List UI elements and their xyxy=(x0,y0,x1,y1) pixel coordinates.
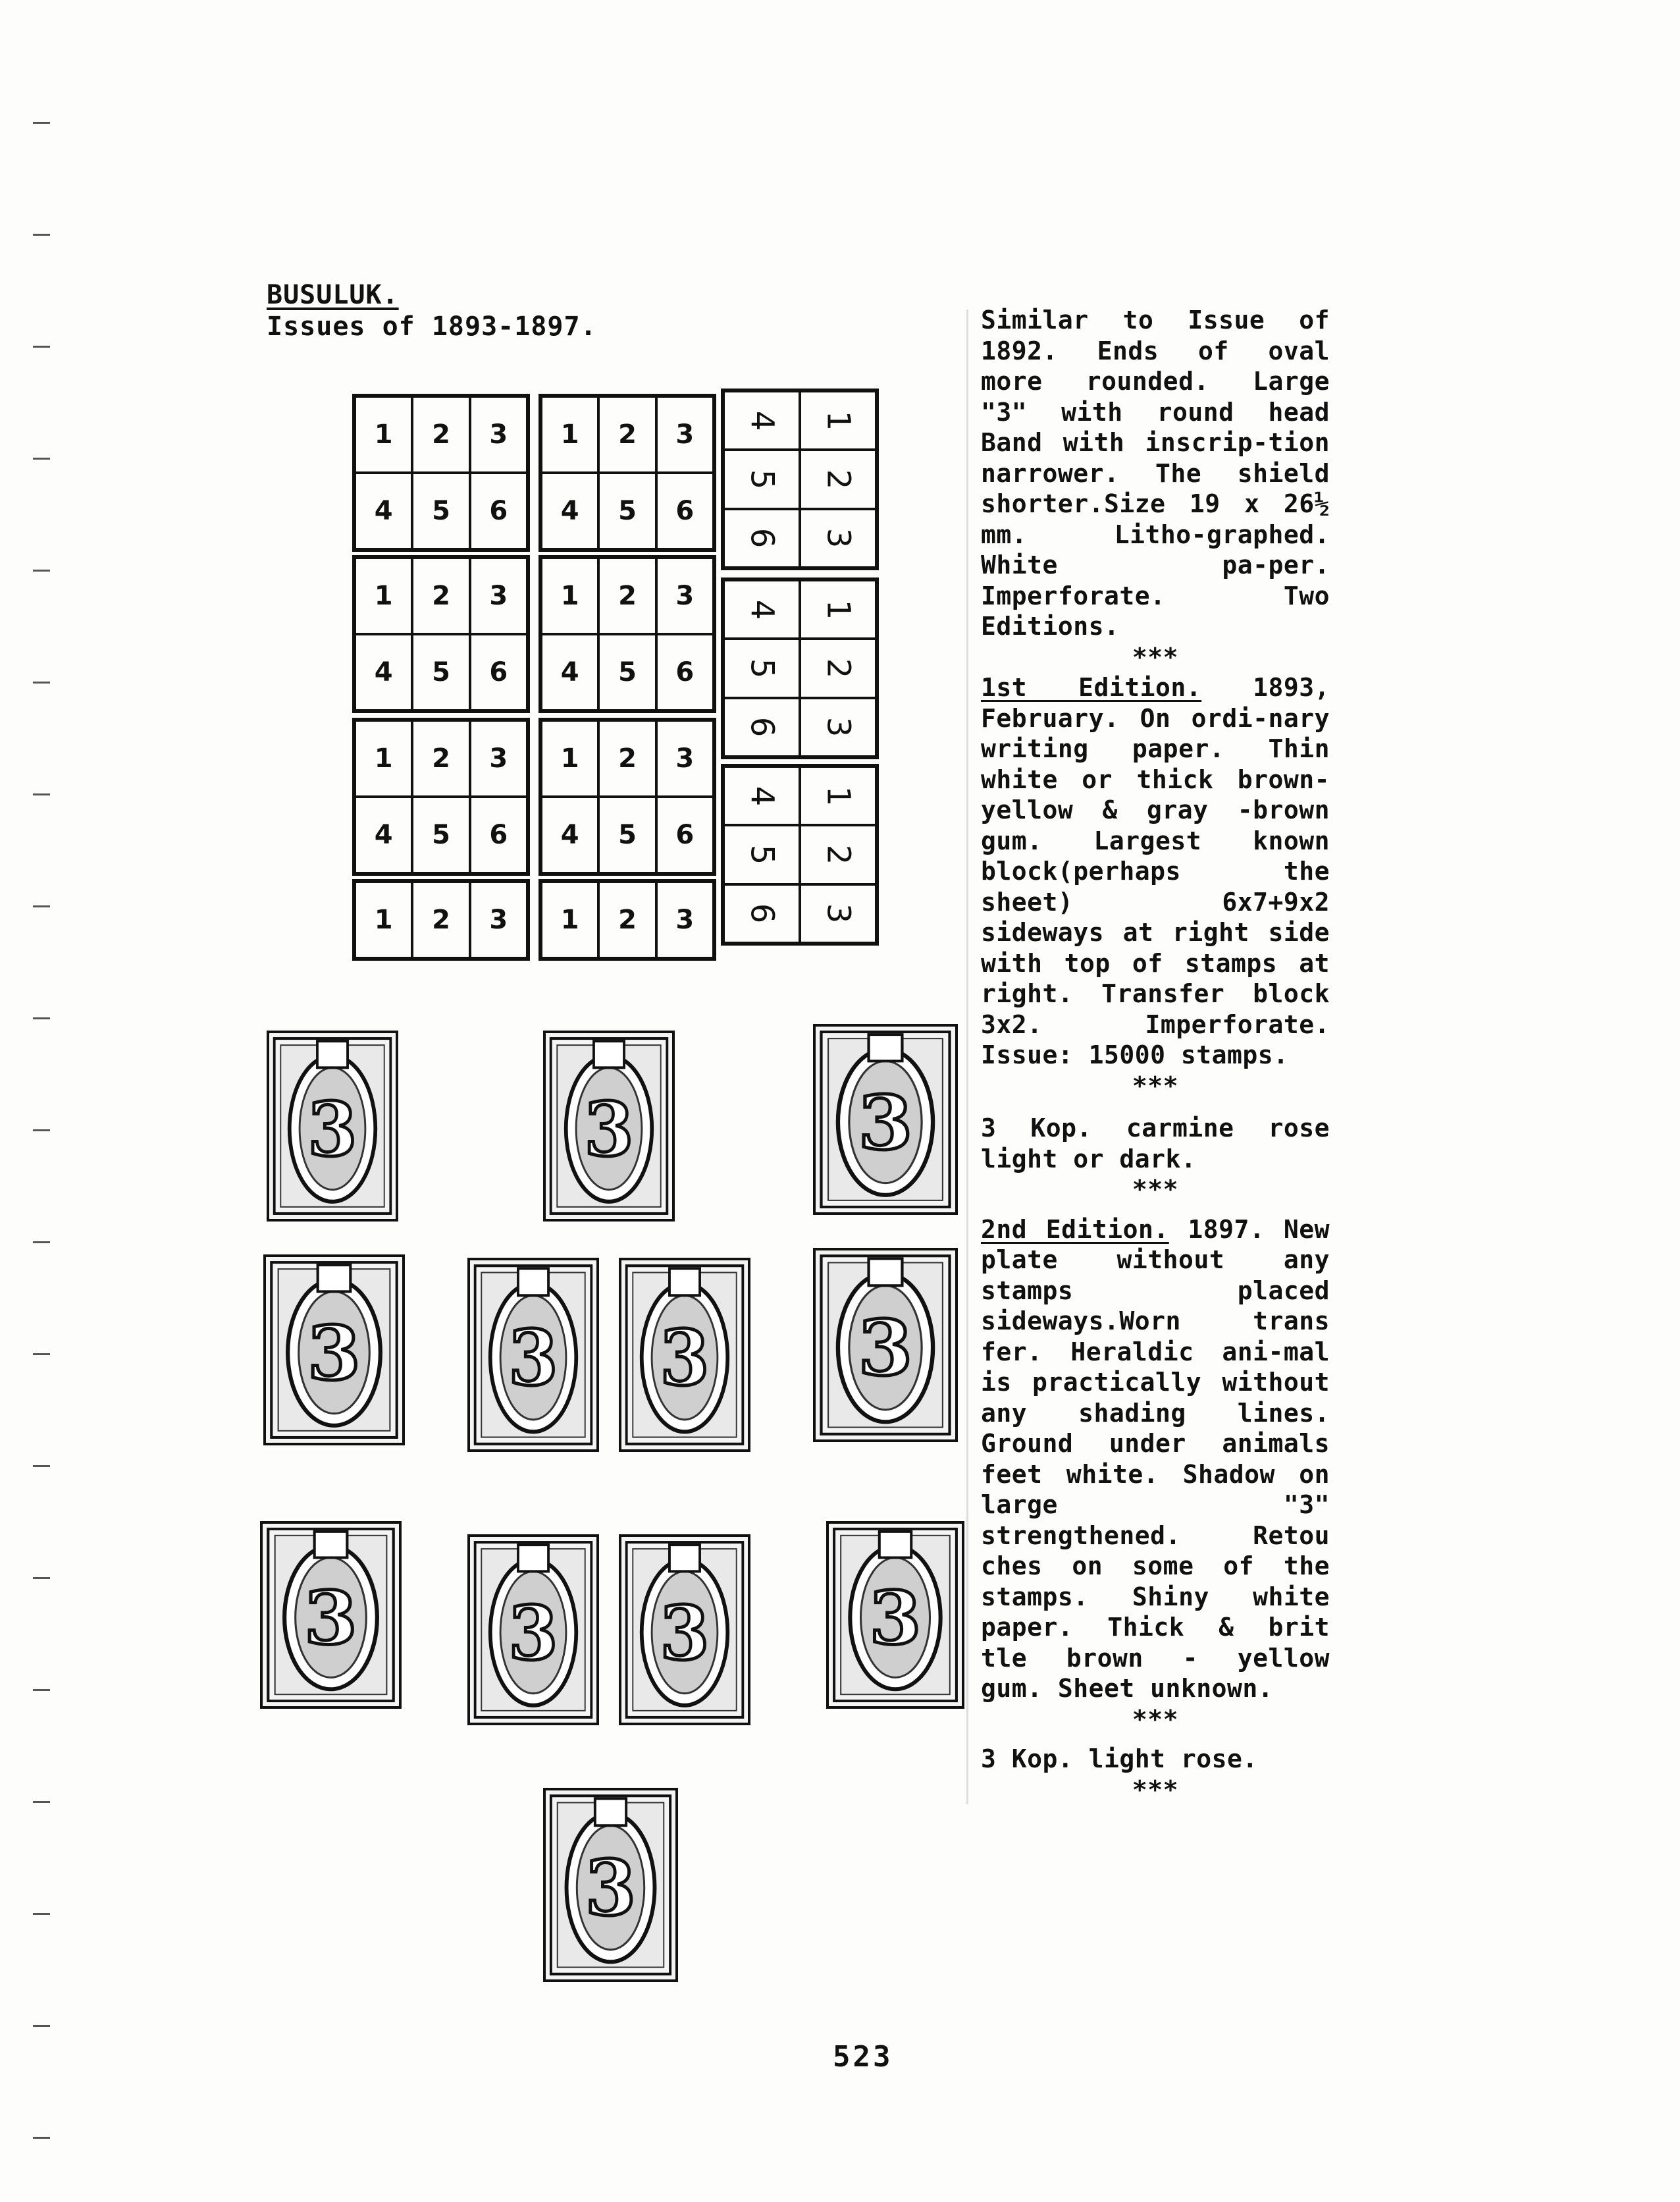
block-cell: 5 xyxy=(412,634,469,711)
svg-text:3: 3 xyxy=(304,1575,357,1661)
binding-mark xyxy=(33,2025,50,2027)
binding-mark xyxy=(33,1465,50,1467)
stamp-image xyxy=(267,1031,398,1222)
svg-text:3: 3 xyxy=(307,1309,361,1397)
transfer-block xyxy=(538,879,716,961)
block-cell: 2 xyxy=(412,396,469,473)
block-cell: 4 xyxy=(541,634,598,711)
page-subtitle: Issues of 1893-1897. xyxy=(267,311,597,342)
block-cell: 1 xyxy=(355,882,412,958)
block-cell: 1 xyxy=(541,396,598,473)
edition2-heading: 2nd Edition. xyxy=(981,1214,1169,1244)
edition2-color: 3 Kop. light rose. xyxy=(981,1744,1258,1773)
edition1-text: 1893, February. On ordi-nary writing paper. Thin white or thick brown-yellow & gray -brown gum. Largest known block(perhaps the sheet) 6x7+9x2 sideways at right side with top of stamps at right. Transfer block 3x2. Imperforate. Issue: 15000 stamps. xyxy=(981,673,1330,1069)
block-cell: 5 xyxy=(723,450,800,508)
transfer-block xyxy=(538,394,716,552)
transfer-block xyxy=(352,718,530,876)
block-cell: 5 xyxy=(412,797,469,873)
block-cell: 4 xyxy=(355,634,412,711)
edition2-text: 1897. New plate without any stamps placed sideways.Worn trans fer. Heraldic ani-mal is practically without any shading lines. Ground under animals feet white. Shadow on large "3" strengthened. Retou ches on some of the stamps. Shiny white paper. Thick & brit tle brown - yellow gum. Sheet unknown. xyxy=(981,1214,1330,1703)
block-cell: 3 xyxy=(470,396,527,473)
binding-mark xyxy=(33,1913,50,1915)
block-cell: 1 xyxy=(541,882,598,958)
block-cell: 5 xyxy=(723,825,800,884)
binding-mark xyxy=(33,905,50,907)
block-cell: 2 xyxy=(800,825,876,884)
block-cell: 6 xyxy=(723,884,800,943)
binding-mark xyxy=(33,1689,50,1691)
stamp-image xyxy=(543,1031,675,1222)
stamp-image xyxy=(619,1258,750,1452)
page-number: 523 xyxy=(833,2040,893,2074)
block-cell: 4 xyxy=(541,473,598,549)
edition1-color: 3 Kop. carmine rose light or dark. xyxy=(981,1114,1330,1173)
intro-text: Similar to Issue of 1892. Ends of oval more rounded. Large "3" with round head Band with inscrip-tion narrower. The shield shorter.Size 19 x 26½ mm. Litho-graphed. White pa-per. Imperforate. Two Editions. xyxy=(981,306,1330,641)
block-cell: 3 xyxy=(800,509,876,568)
separator: *** xyxy=(1132,1071,1179,1100)
stamp-image xyxy=(543,1788,678,1982)
transfer-block xyxy=(538,555,716,713)
binding-mark xyxy=(33,1241,50,1243)
block-cell: 1 xyxy=(541,558,598,634)
block-cell: 1 xyxy=(355,396,412,473)
block-cell: 4 xyxy=(541,797,598,873)
page-title: BUSULUK. xyxy=(267,280,399,310)
block-cell: 6 xyxy=(656,473,714,549)
block-cell: 3 xyxy=(470,558,527,634)
edition2-paragraph xyxy=(981,1214,1330,1704)
stamp-image xyxy=(260,1521,402,1709)
sideways-block xyxy=(721,577,879,759)
block-cell: 3 xyxy=(470,882,527,958)
block-cell: 1 xyxy=(800,391,876,450)
block-cell: 3 xyxy=(800,884,876,943)
transfer-block xyxy=(352,555,530,713)
block-cell: 3 xyxy=(656,882,714,958)
block-cell: 1 xyxy=(541,720,598,797)
block-cell: 3 xyxy=(800,698,876,757)
binding-mark xyxy=(33,1353,50,1355)
block-cell: 2 xyxy=(412,882,469,958)
binding-mark xyxy=(33,1129,50,1131)
column-divider xyxy=(966,309,968,1804)
binding-mark xyxy=(33,570,50,572)
description-column xyxy=(981,305,1330,1805)
svg-text:3: 3 xyxy=(508,1589,558,1677)
block-cell: 5 xyxy=(598,473,656,549)
separator: *** xyxy=(1132,642,1179,672)
transfer-block xyxy=(352,879,530,961)
sideways-block xyxy=(721,389,879,570)
edition1-heading: 1st Edition. xyxy=(981,673,1202,702)
block-cell: 1 xyxy=(355,720,412,797)
svg-text:3: 3 xyxy=(584,1085,634,1173)
binding-mark xyxy=(33,2137,50,2139)
block-cell: 2 xyxy=(598,558,656,634)
stamp-image xyxy=(813,1024,958,1215)
block-cell: 6 xyxy=(723,698,800,757)
binding-mark xyxy=(33,1017,50,1019)
stamp-image xyxy=(467,1534,599,1725)
block-cell: 1 xyxy=(355,558,412,634)
svg-text:3: 3 xyxy=(660,1589,710,1677)
block-cell: 4 xyxy=(723,391,800,450)
block-cell: 2 xyxy=(800,450,876,508)
svg-text:3: 3 xyxy=(869,1576,922,1661)
binding-mark xyxy=(33,1801,50,1803)
binding-mark xyxy=(33,346,50,348)
block-cell: 3 xyxy=(470,720,527,797)
stamp-image xyxy=(813,1248,958,1442)
block-cell: 6 xyxy=(470,797,527,873)
separator: *** xyxy=(1132,1775,1179,1804)
block-cell: 6 xyxy=(723,509,800,568)
svg-text:3: 3 xyxy=(858,1303,913,1393)
block-cell: 3 xyxy=(656,396,714,473)
svg-text:3: 3 xyxy=(858,1079,913,1167)
block-cell: 6 xyxy=(470,634,527,711)
block-cell: 5 xyxy=(598,634,656,711)
block-cell: 5 xyxy=(412,473,469,549)
block-cell: 2 xyxy=(598,720,656,797)
binding-mark xyxy=(33,1577,50,1579)
binding-mark xyxy=(33,793,50,795)
block-cell: 2 xyxy=(598,882,656,958)
block-cell: 1 xyxy=(800,766,876,825)
block-cell: 6 xyxy=(656,634,714,711)
transfer-block xyxy=(538,718,716,876)
block-cell: 4 xyxy=(723,766,800,825)
block-cell: 3 xyxy=(656,720,714,797)
stamp-image xyxy=(467,1258,599,1452)
svg-text:3: 3 xyxy=(585,1843,636,1933)
svg-text:3: 3 xyxy=(307,1085,357,1173)
sideways-block xyxy=(721,764,879,946)
block-cell: 1 xyxy=(800,580,876,639)
block-cell: 4 xyxy=(355,797,412,873)
block-cell: 2 xyxy=(412,720,469,797)
separator: *** xyxy=(1132,1704,1179,1734)
block-cell: 5 xyxy=(723,639,800,697)
stamp-image xyxy=(263,1254,405,1445)
block-cell: 4 xyxy=(355,473,412,549)
svg-text:3: 3 xyxy=(508,1314,558,1403)
separator: *** xyxy=(1132,1175,1179,1204)
block-cell: 2 xyxy=(412,558,469,634)
transfer-block xyxy=(352,394,530,552)
stamp-image xyxy=(619,1534,750,1725)
block-cell: 3 xyxy=(656,558,714,634)
binding-mark xyxy=(33,458,50,460)
block-cell: 2 xyxy=(800,639,876,697)
block-cell: 2 xyxy=(598,396,656,473)
block-cell: 6 xyxy=(470,473,527,549)
block-cell: 5 xyxy=(598,797,656,873)
binding-mark xyxy=(33,682,50,684)
binding-mark xyxy=(33,122,50,124)
stamp-image xyxy=(826,1521,964,1709)
svg-text:3: 3 xyxy=(660,1314,710,1403)
block-cell: 4 xyxy=(723,580,800,639)
edition1-paragraph xyxy=(981,672,1330,1071)
binding-mark xyxy=(33,234,50,236)
block-cell: 6 xyxy=(656,797,714,873)
heading-block xyxy=(267,280,597,342)
